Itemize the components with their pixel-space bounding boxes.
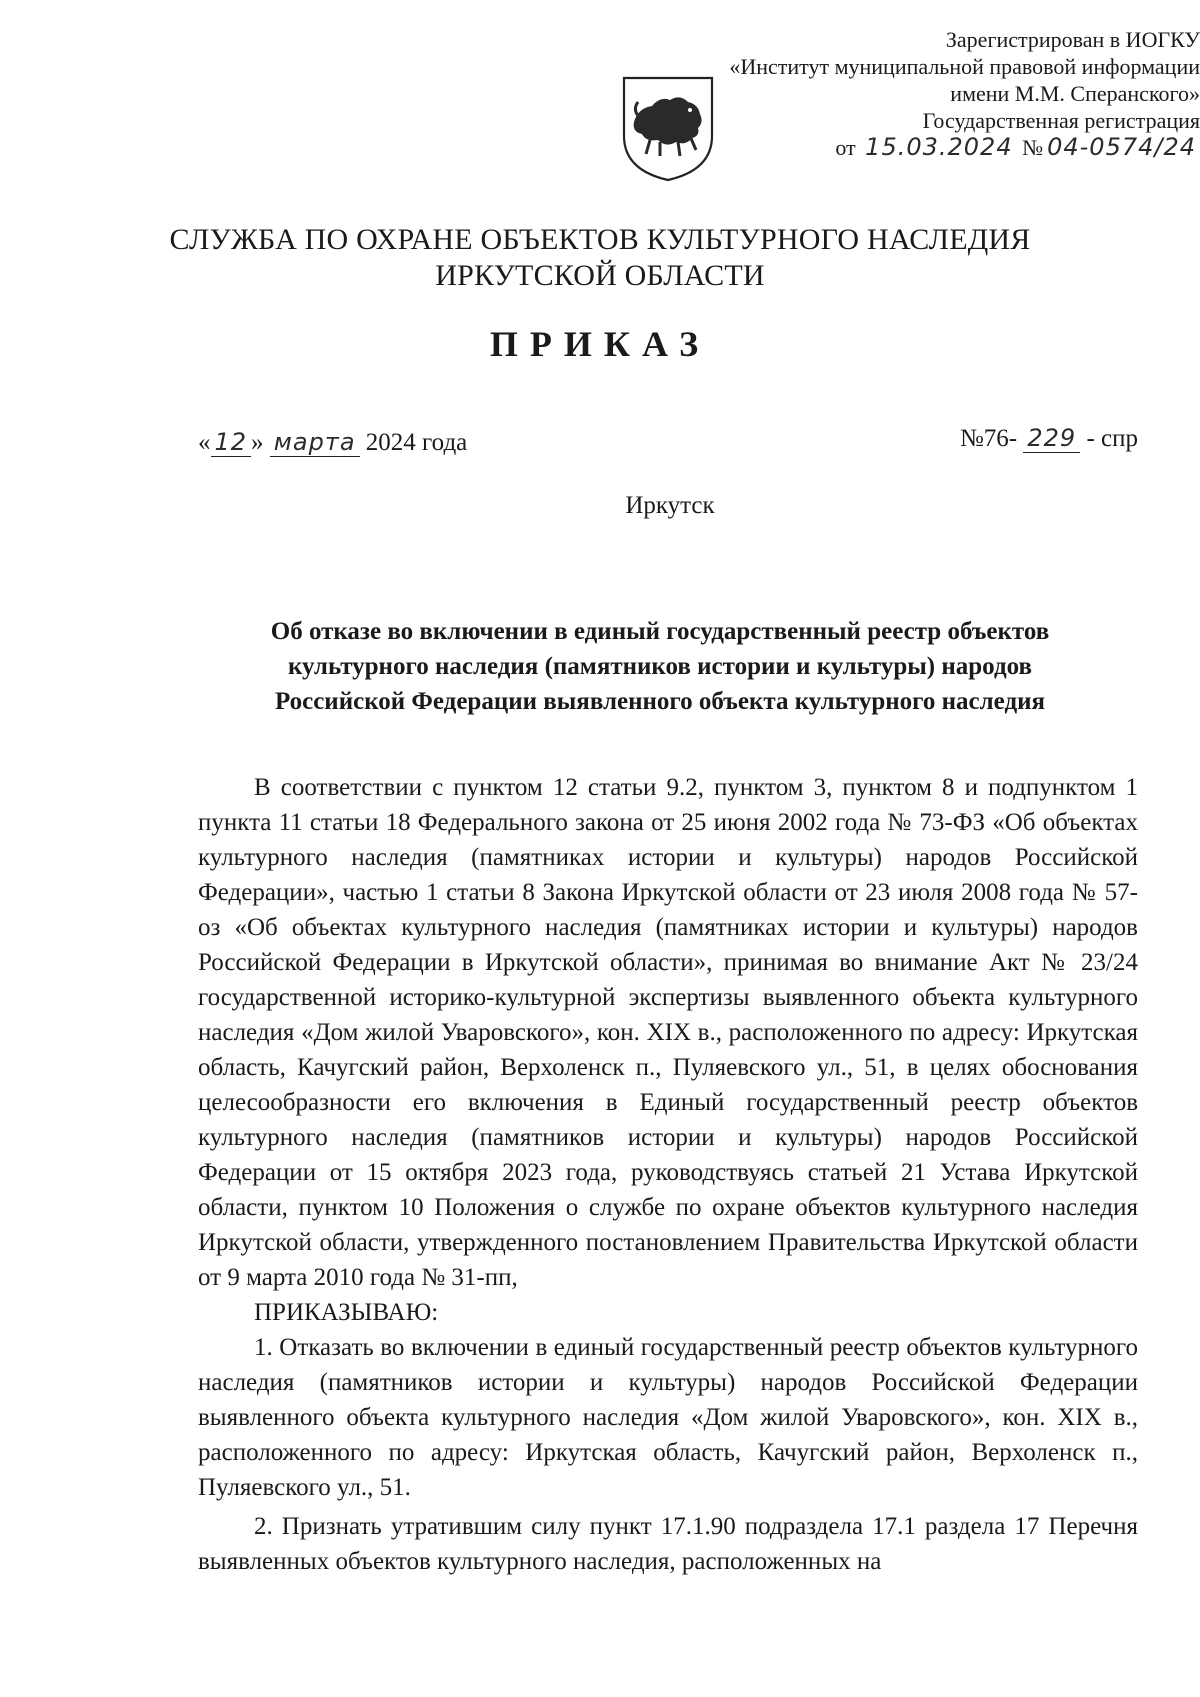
irkutsk-coat-of-arms-icon <box>620 74 716 184</box>
preamble-paragraph: В соответствии с пунктом 12 статьи 9.2, пунктом 3, пунктом 8 и подпунктом 1 пункта 11 статьи 18 Федерального закона от 25 июня 2002 года № 73-ФЗ «Об объектах культурного наследия (памятниках истории и культуры) народов Российской Федерации», частью 1 статьи 8 Закона Иркутской области от 23 июля 2008 года № 57-оз «Об объектах культурного наследия (памятниках истории и культуры) народов Российской Федерации в Иркутской области», принимая во внимание Акт № 23/24 государственной историко-культурной экспертизы выявленного объекта культурного наследия «Дом жилой Уваровского», кон. XIX в., расположенного по адресу: Иркутская область, Качугский район, Верхоленск п., Пуляевского ул., 51, в целях обоснования целесообразности его включения в Единый государственный реестр объектов культурного наследия (памятников истории и культуры) народов Российской Федерации от 15 октября 2023 года, руководствуясь статьей 21 Устава Иркутской области, пунктом 10 Положения о службе по охране объектов культурного наследия Иркутской области, утвержденного постановлением Правительства Иркутской области от 9 марта 2010 года № 31-пп, <box>198 774 1138 1291</box>
order-directive: ПРИКАЗЫВАЮ: <box>254 1299 439 1326</box>
order-subject-line-3: Российской Федерации выявленного объекта культурного наследия <box>274 688 1046 715</box>
registration-number: 04-0574/24 <box>1043 133 1200 161</box>
registration-date-line <box>640 134 1200 161</box>
registration-date: 15.03.2024 <box>861 133 1016 161</box>
registration-stamp <box>640 26 1200 161</box>
city: Иркутск <box>625 492 715 519</box>
order-number-prefix: №76- <box>959 425 1018 452</box>
order-title: ПРИКАЗ <box>489 324 711 364</box>
order-subject-line-2: культурного наследия (памятников истории и культуры) народов <box>287 653 1032 680</box>
registration-line-4: Государственная регистрация <box>922 108 1200 133</box>
order-number <box>960 424 1138 453</box>
order-number-suffix: - спр <box>1086 425 1138 452</box>
order-body <box>198 770 1138 1579</box>
agency-name <box>0 222 1200 294</box>
order-date-open-quote: « <box>198 429 211 456</box>
order-subject <box>200 614 1120 719</box>
order-item-2: 2. Признать утратившим силу пункт 17.1.90 подраздела 17.1 раздела 17 Перечня выявленных объектов культурного наследия, расположенных на <box>198 1513 1138 1575</box>
registration-line-2: «Институт муниципальной правовой информации <box>729 54 1200 79</box>
registration-line-3: имени М.М. Сперанского» <box>950 81 1200 106</box>
registration-date-prefix: от <box>835 135 856 160</box>
agency-name-line-2: ИРКУТСКОЙ ОБЛАСТИ <box>435 259 765 292</box>
order-date-day: 12 <box>211 428 252 457</box>
registration-number-prefix: № <box>1022 135 1044 160</box>
registration-line-1: Зарегистрирован в ИОГКУ <box>945 27 1200 52</box>
order-item-1: 1. Отказать во включении в единый государственный реестр объектов культурного наследия (памятников истории и культуры) народов Российской Федерации выявленного объекта культурного наследия «Дом жилой Уваровского», кон. XIX в., расположенного по адресу: Иркутская область, Качугский район, Верхоленск п., Пуляевского ул., 51. <box>198 1334 1138 1501</box>
order-date-close-quote: » <box>251 429 264 456</box>
order-subject-line-1: Об отказе во включении в единый государственный реестр объектов <box>270 618 1050 645</box>
order-date-year: 2024 года <box>365 429 468 456</box>
agency-name-line-1: СЛУЖБА ПО ОХРАНЕ ОБЪЕКТОВ КУЛЬТУРНОГО НАСЛЕДИЯ <box>169 223 1031 256</box>
order-number-value: 229 <box>1023 424 1080 453</box>
order-date-month: марта <box>270 428 360 457</box>
order-date <box>198 428 467 457</box>
